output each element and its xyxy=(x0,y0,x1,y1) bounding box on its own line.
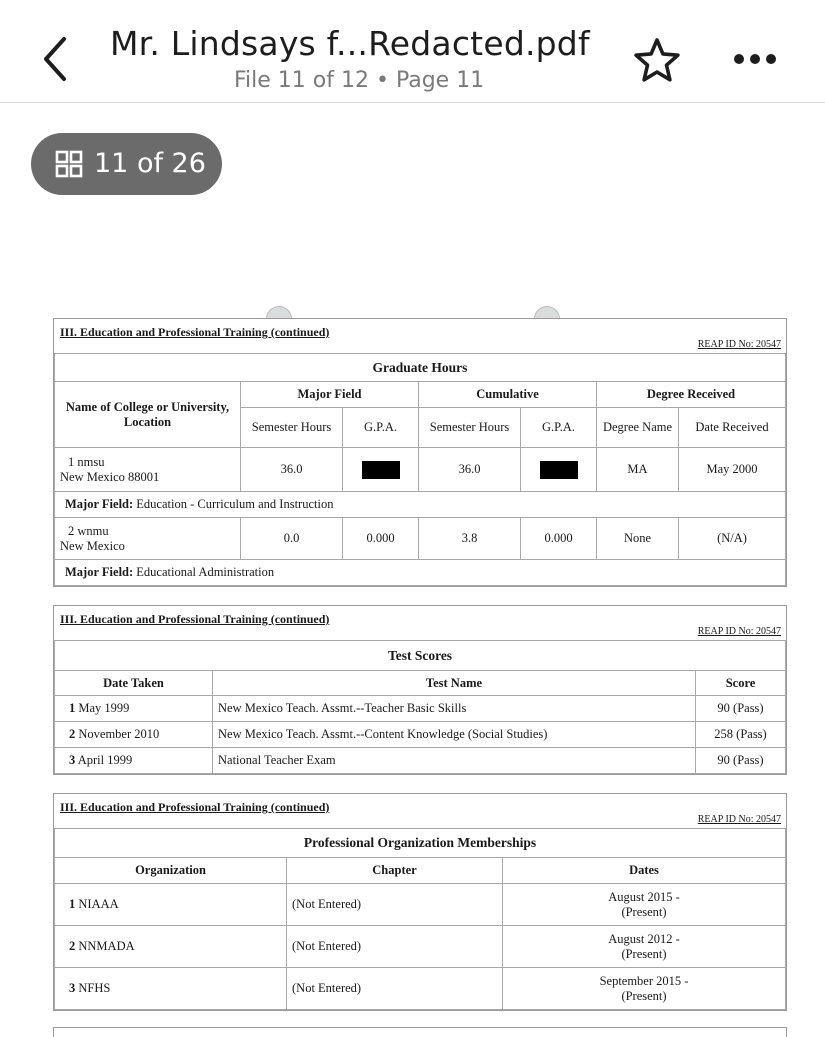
chapter-cell: (Not Entered) xyxy=(287,968,503,1010)
test-scores-table xyxy=(54,640,786,774)
score-cell: 258 (Pass) xyxy=(696,722,786,748)
section-title: III. Education and Professional Training (continued) xyxy=(60,800,330,814)
dates-cell: September 2015 - (Present) xyxy=(503,968,786,1010)
grid-icon xyxy=(55,150,83,178)
col-header-dates: Dates xyxy=(503,858,786,884)
col-header-date-received: Date Received xyxy=(679,408,786,448)
degree-name-cell: MA xyxy=(597,448,679,492)
col-header-test-name: Test Name xyxy=(213,671,696,696)
major-field-row: Major Field: Education - Curriculum and Instruction xyxy=(55,492,786,518)
section-title: III. Education and Professional Training (continued) xyxy=(60,325,330,339)
more-horizontal-icon xyxy=(730,44,780,74)
date-received-cell: (N/A) xyxy=(679,518,786,560)
more-options-button[interactable] xyxy=(730,44,780,74)
graduate-hours-section xyxy=(53,318,787,587)
major-gpa-cell xyxy=(343,448,419,492)
test-scores-section xyxy=(53,605,787,775)
cum-gpa-cell xyxy=(521,448,597,492)
score-cell: 90 (Pass) xyxy=(696,696,786,722)
table-row xyxy=(55,448,786,492)
col-header-chapter: Chapter xyxy=(287,858,503,884)
col-header-score: Score xyxy=(696,671,786,696)
dates-cell: August 2012 - (Present) xyxy=(503,926,786,968)
college-cell: 1 nmsu New Mexico 88001 xyxy=(55,448,241,492)
test-name-cell: National Teacher Exam xyxy=(213,748,696,774)
reap-id: REAP ID No: 20547 xyxy=(697,339,781,350)
col-header-gpa: G.P.A. xyxy=(343,408,419,448)
major-gpa-cell: 0.000 xyxy=(343,518,419,560)
degree-name-cell: None xyxy=(597,518,679,560)
file-page-indicator: File 11 of 12 • Page 11 xyxy=(234,68,485,93)
table-caption: Graduate Hours xyxy=(55,354,786,382)
reap-id: REAP ID No: 20547 xyxy=(697,626,781,637)
table-row: 3 April 1999 National Teacher Exam 90 (Pass) xyxy=(55,748,786,774)
chapter-cell: (Not Entered) xyxy=(287,884,503,926)
page-thumbnails-button[interactable] xyxy=(31,133,222,195)
graduate-hours-table xyxy=(54,353,786,586)
major-hours-cell: 36.0 xyxy=(241,448,343,492)
page-count-label: 11 of 26 xyxy=(94,148,206,179)
section-title: III. Education and Professional Training (continued) xyxy=(60,612,330,626)
memberships-table xyxy=(54,828,786,1010)
top-bar xyxy=(0,0,825,103)
table-row: 2 November 2010 New Mexico Teach. Assmt.--Content Knowledge (Social Studies) 258 (Pass) xyxy=(55,722,786,748)
back-button[interactable] xyxy=(36,34,80,84)
document-title: Mr. Lindsays f...Redacted.pdf xyxy=(110,24,590,63)
date-received-cell: May 2000 xyxy=(679,448,786,492)
next-section-edge xyxy=(53,1027,787,1037)
dates-cell: August 2015 - (Present) xyxy=(503,884,786,926)
test-name-cell: New Mexico Teach. Assmt.--Teacher Basic Skills xyxy=(213,696,696,722)
cum-gpa-cell: 0.000 xyxy=(521,518,597,560)
col-header-organization: Organization xyxy=(55,858,287,884)
cum-hours-cell: 3.8 xyxy=(419,518,521,560)
col-header-date-taken: Date Taken xyxy=(55,671,213,696)
table-row: 1 NIAAA (Not Entered) August 2015 - (Present) xyxy=(55,884,786,926)
col-header-degree-received: Degree Received xyxy=(597,382,786,408)
test-name-cell: New Mexico Teach. Assmt.--Content Knowledge (Social Studies) xyxy=(213,722,696,748)
table-row xyxy=(55,518,786,560)
chevron-left-icon xyxy=(36,34,80,84)
table-row: 2 NNMADA (Not Entered) August 2012 - (Present) xyxy=(55,926,786,968)
favorite-button[interactable] xyxy=(632,36,682,84)
reap-id: REAP ID No: 20547 xyxy=(697,814,781,825)
table-caption: Test Scores xyxy=(55,641,786,671)
table-row: 1 May 1999 New Mexico Teach. Assmt.--Teacher Basic Skills 90 (Pass) xyxy=(55,696,786,722)
col-header-name: Name of College or University, Location xyxy=(55,382,241,448)
table-row: 3 NFHS (Not Entered) September 2015 - (Present) xyxy=(55,968,786,1010)
major-field-row: Major Field: Educational Administration xyxy=(55,560,786,586)
col-header-gpa: G.P.A. xyxy=(521,408,597,448)
col-header-degree-name: Degree Name xyxy=(597,408,679,448)
star-outline-icon xyxy=(632,36,682,84)
college-cell: 2 wnmu New Mexico xyxy=(55,518,241,560)
redaction-box xyxy=(540,461,578,479)
major-hours-cell: 0.0 xyxy=(241,518,343,560)
chapter-cell: (Not Entered) xyxy=(287,926,503,968)
col-header-semester-hours: Semester Hours xyxy=(419,408,521,448)
redaction-box xyxy=(362,461,400,479)
score-cell: 90 (Pass) xyxy=(696,748,786,774)
memberships-section xyxy=(53,793,787,1011)
col-header-cumulative: Cumulative xyxy=(419,382,597,408)
table-caption: Professional Organization Memberships xyxy=(55,829,786,858)
col-header-major-field: Major Field xyxy=(241,382,419,408)
col-header-semester-hours: Semester Hours xyxy=(241,408,343,448)
cum-hours-cell: 36.0 xyxy=(419,448,521,492)
